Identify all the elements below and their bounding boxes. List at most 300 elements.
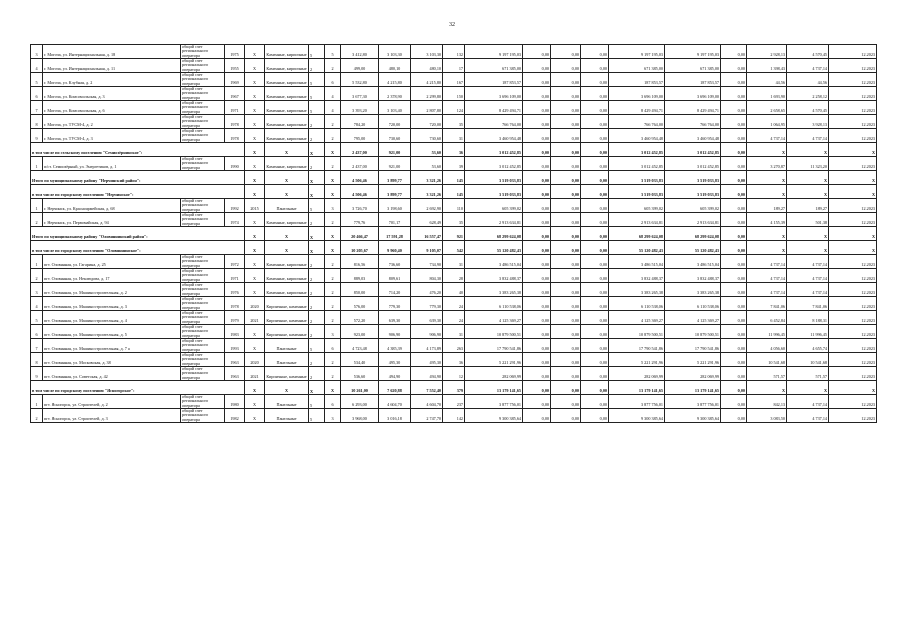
table-cell: 3 696 109,00	[609, 87, 665, 101]
table-cell: 2 807,80	[411, 101, 443, 115]
table-cell: 53,60	[411, 157, 443, 171]
table-cell: 1982	[225, 409, 245, 423]
table-cell: 3 383 265,38	[465, 283, 523, 297]
table-cell: 4 506,46	[341, 185, 379, 199]
table-cell: 4 215,80	[411, 73, 443, 87]
table-cell: 3 393,20	[341, 101, 379, 115]
table-cell: 9 300 385,64	[465, 409, 523, 423]
table-cell: Х	[245, 227, 265, 241]
table-cell: 2 658,65	[747, 101, 787, 115]
table-cell: 4 737,14	[787, 129, 829, 143]
table-cell: 3 486 515,04	[665, 255, 721, 269]
table-cell: 36	[443, 143, 465, 157]
table-cell: 24	[443, 311, 465, 325]
table-cell: 0,00	[721, 367, 747, 381]
table-cell: 68 299 624,08	[665, 227, 721, 241]
table-cell: 132	[443, 45, 465, 59]
table-cell: Х	[325, 241, 341, 255]
subtotal-label: Итого по муниципальному району "Нерчинский район":	[31, 171, 245, 185]
table-cell: 795,00	[341, 129, 379, 143]
table-cell: 0,00	[523, 395, 551, 409]
table-cell: общий счет регионального оператора	[181, 311, 225, 325]
table-cell: Х	[787, 171, 829, 185]
table-cell: 10 205,67	[341, 241, 379, 255]
table-cell: 2	[31, 409, 43, 423]
table-cell: 0,00	[581, 59, 609, 73]
table-cell: 2	[325, 367, 341, 381]
table-cell: 0,00	[551, 241, 581, 255]
table-cell: 13 179 141,65	[609, 381, 665, 395]
table-cell: 10 261,00	[341, 381, 379, 395]
table-cell: 12.2023	[829, 87, 877, 101]
table-cell: общий счет регионального оператора	[181, 59, 225, 73]
table-cell: 3	[31, 45, 43, 59]
table-cell: Каменные, кирпичные	[265, 269, 309, 283]
table-cell: 3 519 033,83	[609, 185, 665, 199]
table-cell: 0,00	[551, 199, 581, 213]
table-cell: 0,00	[523, 409, 551, 423]
table-cell: 12.2023	[829, 269, 877, 283]
table-row	[31, 45, 877, 59]
table-cell: Каменные, кирпичные	[265, 45, 309, 59]
table-cell: 10 541,68	[747, 353, 787, 367]
table-cell: 2	[325, 157, 341, 171]
table-cell: 5	[309, 73, 325, 87]
table-cell: 730,60	[411, 129, 443, 143]
table-cell: 0,00	[721, 143, 747, 157]
table-cell: 3	[325, 325, 341, 339]
table-cell: 3 519 033,83	[609, 171, 665, 185]
table-cell: 842,13	[747, 395, 787, 409]
table-cell: 12.2023	[829, 311, 877, 325]
table-cell: 4 737,14	[787, 409, 829, 423]
table-cell: 31	[443, 255, 465, 269]
table-cell: 0,00	[551, 87, 581, 101]
table-cell: 766 764,00	[665, 115, 721, 129]
table-cell: 0,00	[551, 213, 581, 227]
table-cell: 5 221 291,96	[665, 353, 721, 367]
table-cell: 572,20	[341, 311, 379, 325]
table-cell: пгт. Оловянная, ул. Машиностроительная, д. 2	[43, 283, 181, 297]
table-cell: общий счет регионального оператора	[181, 213, 225, 227]
table-cell: 2 913 634,81	[609, 213, 665, 227]
table-cell: 921,00	[379, 143, 411, 157]
table-cell: пгт. Оловянная, ул. Неклюдова, д. 17	[43, 269, 181, 283]
table-cell: 9	[31, 367, 43, 381]
table-cell: Х	[309, 185, 325, 199]
table-cell: 0,00	[523, 45, 551, 59]
table-cell: 0,00	[581, 367, 609, 381]
table-cell: 4	[31, 297, 43, 311]
table-cell: 8 429 494,71	[665, 101, 721, 115]
table-cell: 495,30	[379, 353, 411, 367]
table-cell: 5	[309, 409, 325, 423]
table-cell: 0,00	[551, 115, 581, 129]
table-cell: Х	[245, 73, 265, 87]
table-cell: г. Могоча, ул. Интернациональная, д. 18	[43, 45, 181, 59]
table-cell: 0,00	[551, 185, 581, 199]
table-cell: 3 519 033,83	[665, 171, 721, 185]
table-row	[31, 311, 877, 325]
table-cell: 1969	[225, 73, 245, 87]
table-cell: Кирпичные, каменные	[265, 367, 309, 381]
table-cell: 536,60	[341, 367, 379, 381]
table-cell: 3 832 488,37	[465, 269, 523, 283]
table-cell: 3 198,60	[379, 199, 411, 213]
table-cell: 8	[31, 115, 43, 129]
table-cell: 2	[325, 129, 341, 143]
table-cell: 9	[31, 129, 43, 143]
table-cell: 1978	[225, 115, 245, 129]
table-cell: 0,00	[581, 227, 609, 241]
table-cell: 0,00	[523, 325, 551, 339]
table-cell: 906,90	[379, 325, 411, 339]
table-cell: 2	[31, 269, 43, 283]
table-cell: 0,00	[523, 171, 551, 185]
table-cell: 0,00	[523, 185, 551, 199]
table-row	[31, 409, 877, 423]
table-cell: 0,00	[523, 297, 551, 311]
table-cell: 0,00	[721, 45, 747, 59]
table-cell: Кирпичные, каменные	[265, 297, 309, 311]
table-cell: 542	[443, 241, 465, 255]
table-cell: 31	[443, 325, 465, 339]
table-cell: пгт. Оловянная, ул. Машиностроительная, д. 4	[43, 311, 181, 325]
table-cell: 2 913 634,81	[665, 213, 721, 227]
table-cell: 2	[309, 297, 325, 311]
table-cell: 17 790 541,86	[465, 339, 523, 353]
table-cell: 3 270,87	[747, 157, 787, 171]
table-cell: 671 385,00	[465, 59, 523, 73]
table-cell: 3 012 452,85	[609, 143, 665, 157]
table-cell: 5	[309, 395, 325, 409]
table-cell: 12.2023	[829, 395, 877, 409]
table-cell: г. Могоча, ул. Комсомольская, д. 3	[43, 87, 181, 101]
table-cell: 0,00	[551, 129, 581, 143]
table-cell: 36	[443, 353, 465, 367]
table-cell: 501,38	[787, 213, 829, 227]
table-cell: 0,00	[721, 241, 747, 255]
table-cell: Панельные	[265, 395, 309, 409]
table-cell: Каменные, кирпичные	[265, 87, 309, 101]
table-cell: г. Нерчинск, ул. Первомайская, д. 94	[43, 213, 181, 227]
table-cell: 0,00	[581, 101, 609, 115]
table-cell: Х	[245, 129, 265, 143]
table-cell: 605 399,02	[665, 199, 721, 213]
table-cell: 7	[31, 101, 43, 115]
table-cell: 6	[325, 73, 341, 87]
table-cell: 3	[31, 283, 43, 297]
table-cell: 187 853,57	[465, 73, 523, 87]
table-cell: 3 519 033,83	[465, 171, 523, 185]
table-cell: 150	[443, 87, 465, 101]
table-cell: 1 693,90	[747, 87, 787, 101]
table-cell: 0,00	[551, 367, 581, 381]
table-row	[31, 325, 877, 339]
table-cell: 0,00	[523, 115, 551, 129]
table-cell: 816,56	[341, 255, 379, 269]
table-cell: 4 737,14	[787, 283, 829, 297]
table-cell: 906,90	[411, 325, 443, 339]
table-cell: 3 486 515,04	[465, 255, 523, 269]
table-cell: общий счет регионального оператора	[181, 255, 225, 269]
table-cell: 0,00	[523, 129, 551, 143]
table-cell: 4	[325, 101, 341, 115]
table-cell: 0,00	[523, 101, 551, 115]
table-cell: 44,56	[787, 73, 829, 87]
table-cell: 35	[443, 115, 465, 129]
table-cell: 17 790 541,86	[609, 339, 665, 353]
table-cell: 12.2023	[829, 255, 877, 269]
table-cell: 110	[443, 199, 465, 213]
table-cell: 2	[309, 213, 325, 227]
table-row	[31, 297, 877, 311]
table-cell: 4 570,45	[787, 45, 829, 59]
table-cell: 11 996,45	[787, 325, 829, 339]
table-cell: 1967	[225, 87, 245, 101]
table-cell: 2 258,12	[787, 87, 829, 101]
table-cell: 6 293,00	[341, 395, 379, 409]
table-cell: 4 737,14	[747, 129, 787, 143]
table-cell: Панельные	[265, 353, 309, 367]
table-cell: 3 486 515,04	[609, 255, 665, 269]
table-cell: 730,60	[379, 129, 411, 143]
table-cell: 12	[443, 367, 465, 381]
table-cell: Х	[309, 171, 325, 185]
table-cell: 0,00	[581, 185, 609, 199]
table-row	[31, 199, 877, 213]
table-cell: Х	[265, 241, 309, 255]
table-cell: 0,00	[721, 73, 747, 87]
table-cell: 1 064,95	[747, 115, 787, 129]
table-cell: общий счет регионального оператора	[181, 367, 225, 381]
table-cell: 0,00	[523, 311, 551, 325]
table-cell: 2 437,00	[341, 157, 379, 171]
table-cell: 4 737,14	[747, 269, 787, 283]
table-cell: 12.2023	[829, 129, 877, 143]
table-cell: 8	[31, 353, 43, 367]
table-cell: 20 466,47	[341, 227, 379, 241]
table-cell: 779,30	[379, 297, 411, 311]
table-cell: 2	[325, 255, 341, 269]
table-cell: 8 429 494,71	[609, 101, 665, 115]
table-cell: 0,00	[581, 199, 609, 213]
table-cell: Х	[245, 59, 265, 73]
table-cell: 0,00	[523, 59, 551, 73]
table-cell: Х	[245, 157, 265, 171]
table-cell: 0,00	[721, 157, 747, 171]
table-cell: Х	[829, 227, 877, 241]
table-cell: 0,00	[581, 73, 609, 87]
table-cell: 0,00	[581, 395, 609, 409]
table-cell: 4 125 369,27	[665, 311, 721, 325]
table-cell: 571,57	[747, 367, 787, 381]
table-cell: г. Могоча, ул. ТУСМ-4, д. 2	[43, 115, 181, 129]
table-cell: Х	[747, 241, 787, 255]
table-cell: общий счет регионального оператора	[181, 101, 225, 115]
subtotal-row	[31, 227, 877, 241]
table-cell: Х	[829, 381, 877, 395]
table-cell: 379	[443, 381, 465, 395]
table-cell: 2020	[245, 297, 265, 311]
table-cell: г. Могоча, ул. ТУСМ-4, д. 3	[43, 129, 181, 143]
table-cell: 2	[309, 311, 325, 325]
table-cell: 8 188,31	[787, 311, 829, 325]
table-cell: 55 120 482,43	[609, 241, 665, 255]
table-cell: 6 110 538,06	[609, 297, 665, 311]
table-cell: 4 655,74	[787, 339, 829, 353]
table-cell: Х	[265, 185, 309, 199]
table-cell: 1963	[225, 353, 245, 367]
table-cell: Х	[245, 381, 265, 395]
table-cell: пгт. Оловянная, ул. Машиностроительная, д. 3	[43, 297, 181, 311]
table-cell: Х	[747, 185, 787, 199]
table-cell: Х	[747, 381, 787, 395]
table-cell: 3 103,30	[411, 45, 443, 59]
table-row	[31, 73, 877, 87]
table-cell: 734,90	[411, 255, 443, 269]
table-cell: 605 399,02	[465, 199, 523, 213]
table-cell: 2 299,80	[411, 87, 443, 101]
table-cell: 3 696 109,00	[465, 87, 523, 101]
table-cell: пгт. Оловянная, ул. Гагарина, д. 25	[43, 255, 181, 269]
table-cell: 6	[325, 395, 341, 409]
table-cell: 0,00	[721, 297, 747, 311]
table-cell: 1974	[225, 213, 245, 227]
table-cell: 0,00	[551, 255, 581, 269]
table-cell: 2 928,13	[747, 45, 787, 59]
table-cell: 571,57	[787, 367, 829, 381]
table-cell: 12.2023	[829, 325, 877, 339]
table-cell: 0,00	[581, 283, 609, 297]
table-cell: 0,00	[551, 227, 581, 241]
table-cell: 2	[325, 269, 341, 283]
table-cell: Х	[787, 185, 829, 199]
table-cell: Х	[245, 115, 265, 129]
table-cell: 3 012 452,85	[465, 143, 523, 157]
table-cell: 9 300 385,64	[609, 409, 665, 423]
table-cell: 4 125 369,27	[465, 311, 523, 325]
table-row	[31, 339, 877, 353]
table-cell: 3 696 109,00	[665, 87, 721, 101]
table-cell: 0,00	[551, 269, 581, 283]
table-cell: Х	[325, 381, 341, 395]
table-cell: 701,17	[379, 213, 411, 227]
table-cell: 3 832 488,37	[609, 269, 665, 283]
table-cell: 12.2023	[829, 297, 877, 311]
table-cell: 124	[443, 101, 465, 115]
table-cell: 3 103,30	[379, 45, 411, 59]
table-cell: общий счет регионального оператора	[181, 199, 225, 213]
table-cell: 17 790 541,86	[665, 339, 721, 353]
table-cell: 5	[31, 311, 43, 325]
table-cell: 1972	[225, 255, 245, 269]
table-cell: 5	[309, 199, 325, 213]
table-cell: 13 179 141,65	[665, 381, 721, 395]
table-cell: 3 832 488,37	[665, 269, 721, 283]
table-cell: 1993	[225, 339, 245, 353]
table-cell: 2 913 634,81	[465, 213, 523, 227]
table-cell: 282 069,99	[609, 367, 665, 381]
table-cell: 10 879 500,51	[665, 325, 721, 339]
subtotal-label: в том числе по городскому поселению "Нерчинское":	[31, 185, 245, 199]
table-cell: 12.2023	[829, 101, 877, 115]
table-cell: 0,00	[721, 339, 747, 353]
table-cell: 2	[309, 157, 325, 171]
table-cell: 2	[325, 311, 341, 325]
table-cell: 8 429 494,71	[465, 101, 523, 115]
table-cell: Х	[245, 269, 265, 283]
table-cell: 0,00	[721, 283, 747, 297]
table-cell: 12.2023	[829, 213, 877, 227]
table-cell: 1992	[225, 199, 245, 213]
table-cell: 1975	[225, 45, 245, 59]
table-cell: Каменные, кирпичные	[265, 283, 309, 297]
table-cell: 145	[443, 171, 465, 185]
table-cell: 0,00	[581, 325, 609, 339]
table-cell: 0,00	[581, 45, 609, 59]
table-cell: Х	[245, 213, 265, 227]
table-cell: 0,00	[551, 395, 581, 409]
table-cell: 0,00	[551, 381, 581, 395]
table-cell: 0,00	[523, 381, 551, 395]
table-cell: Х	[245, 171, 265, 185]
subtotal-row	[31, 381, 877, 395]
table-cell: Х	[747, 227, 787, 241]
table-cell: 0,00	[523, 199, 551, 213]
table-cell: 6 110 538,06	[465, 297, 523, 311]
table-cell: 0,00	[581, 143, 609, 157]
table-cell: 35	[443, 213, 465, 227]
table-cell: 2015	[245, 199, 265, 213]
table-cell: Х	[245, 185, 265, 199]
table-cell: Панельные	[265, 199, 309, 213]
table-cell: 0,00	[721, 395, 747, 409]
table-cell: 1979	[225, 311, 245, 325]
table-cell: 0,00	[581, 353, 609, 367]
table-cell: 0,00	[581, 213, 609, 227]
table-cell: 639,30	[379, 311, 411, 325]
table-cell: 9 960,40	[379, 241, 411, 255]
table-cell: 0,00	[523, 241, 551, 255]
table-cell: 0,00	[551, 73, 581, 87]
table-cell: 7 552,40	[411, 381, 443, 395]
table-cell: Х	[309, 241, 325, 255]
table-row	[31, 395, 877, 409]
table-cell: 2	[325, 297, 341, 311]
table-cell: 2	[31, 213, 43, 227]
table-cell: 3 012 452,85	[665, 157, 721, 171]
table-cell: 1963	[225, 367, 245, 381]
table-cell: г. Могоча, ул. Интернациональная, д. 11	[43, 59, 181, 73]
table-cell: 3 083,50	[747, 409, 787, 423]
table-cell: общий счет регионального оператора	[181, 283, 225, 297]
table-cell: Х	[245, 87, 265, 101]
table-cell: 0,00	[581, 87, 609, 101]
table-cell: 9 197 195,03	[665, 45, 721, 59]
page-number: 32	[449, 22, 455, 28]
table-cell: 0,00	[721, 185, 747, 199]
table-cell: 4 155,39	[747, 213, 787, 227]
table-cell: 12.2023	[829, 199, 877, 213]
table-cell: Х	[829, 143, 877, 157]
table-cell: 4	[325, 87, 341, 101]
table-cell: 3 877 756,01	[465, 395, 523, 409]
table-cell: 1990	[225, 157, 245, 171]
table-cell: Х	[245, 101, 265, 115]
table-cell: 1980	[225, 395, 245, 409]
table-cell: 12.2023	[829, 73, 877, 87]
